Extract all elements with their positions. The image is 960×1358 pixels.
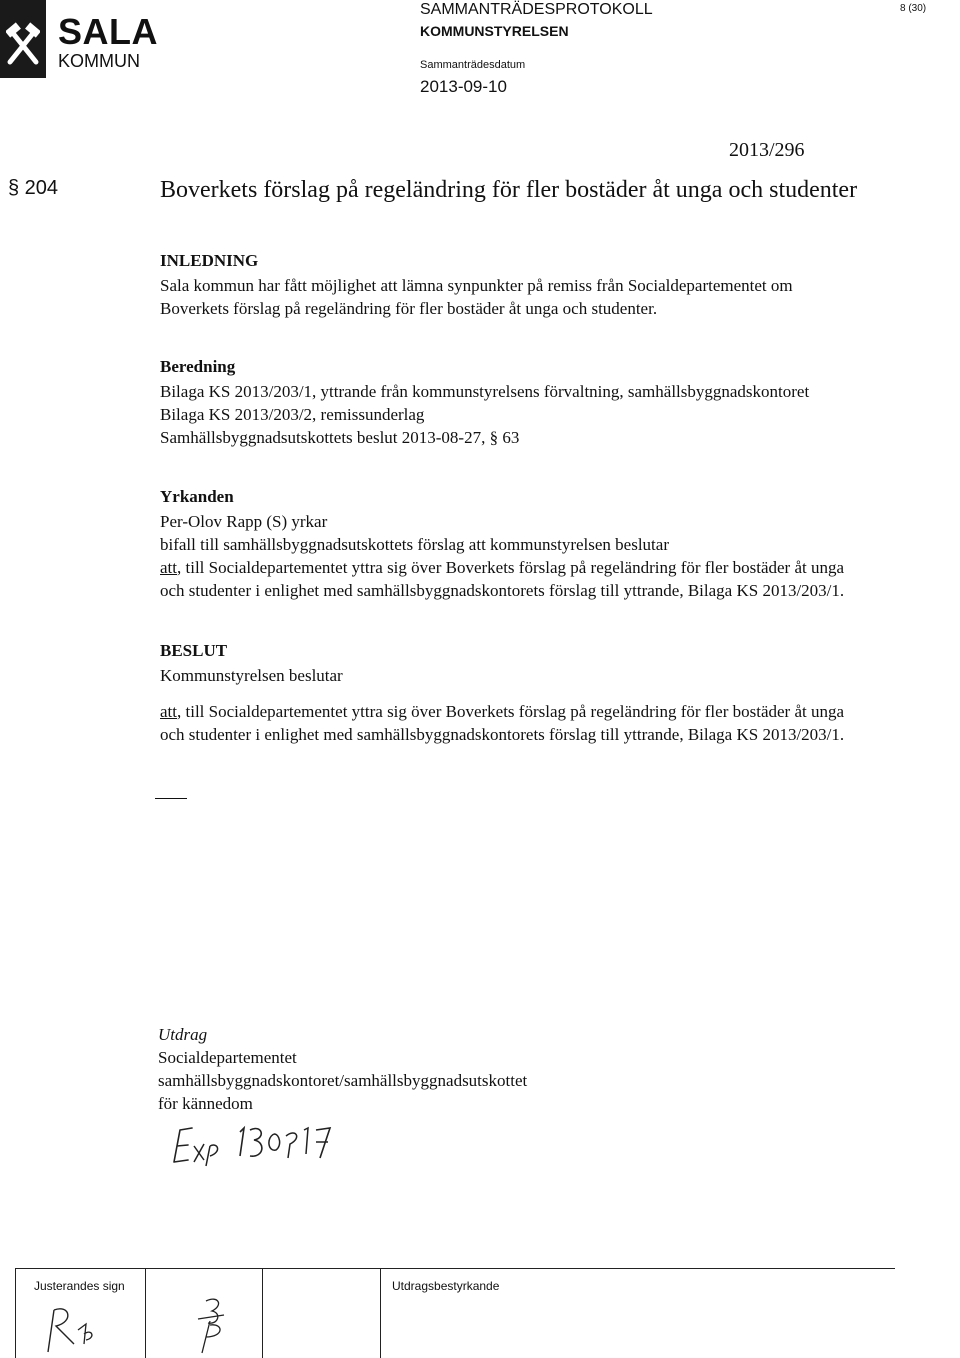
document-type: SAMMANTRÄDESPROTOKOLL [420, 1, 653, 18]
signature-label: Justerandes sign [34, 1279, 125, 1293]
handwritten-initials-2 [178, 1295, 248, 1355]
list-item: Socialdepartementet [158, 1048, 297, 1067]
municipality-logo [0, 0, 46, 78]
extract-certification-label: Utdragsbestyrkande [392, 1279, 500, 1293]
list-item: Bilaga KS 2013/203/2, remissunderlag [160, 405, 425, 424]
case-number: 2013/296 [729, 139, 805, 161]
list-item: Samhällsbyggnadsutskottets beslut 2013-08-27, § 63 [160, 428, 520, 447]
utdrag-recipients [158, 1046, 758, 1115]
yrkanden-text [160, 510, 850, 602]
beslut-decision [160, 700, 850, 746]
logo-subtitle: KOMMUN [58, 51, 140, 71]
motion-proposal [160, 556, 850, 602]
motion-text: bifall till samhällsbyggnadsutskottets förslag att kommunstyrelsen beslutar [160, 535, 669, 554]
beslut-heading: BESLUT [160, 641, 228, 660]
committee-name: KOMMUNSTYRELSEN [420, 23, 569, 39]
footer-divider [15, 1268, 16, 1358]
beslut-intro: Kommunstyrelsen beslutar [160, 666, 343, 685]
att-marker: att [160, 558, 177, 577]
meeting-date-label: Sammanträdesdatum [420, 59, 526, 71]
beredning-list [160, 380, 850, 449]
crossed-hammers-icon [6, 22, 40, 68]
decision-text: , till Socialdepartementet yttra sig över Boverkets förslag på regeländring för fler bostäder åt unga och studenter i enlighet med samhällsbyggnadskontorets förslag till yttrande, Bilaga KS 2013/203/1. [160, 702, 845, 744]
footer-divider [380, 1268, 381, 1358]
footer-divider [262, 1268, 263, 1358]
inledning-heading: INLEDNING [160, 251, 259, 270]
list-item: Bilaga KS 2013/203/1, yttrande från kommunstyrelsens förvaltning, samhällsbyggnadskontoret [160, 382, 810, 401]
footer-rule [15, 1268, 895, 1269]
footer-divider [145, 1268, 146, 1358]
page-number: 8 (30) [900, 3, 927, 14]
yrkanden-heading: Yrkanden [160, 487, 234, 506]
proposal-text: , till Socialdepartementet yttra sig över Boverkets förslag på regeländring för fler bostäder åt unga och studenter i enlighet med samhällsbyggnadskontorets förslag till yttrande, Bilaga KS 2013/203/1. [160, 558, 845, 600]
meeting-date: 2013-09-10 [420, 77, 507, 96]
list-item: för kännedom [158, 1094, 253, 1113]
case-title: Boverkets förslag på regeländring för fler bostäder åt unga och studenter [160, 177, 858, 203]
motion-proposer: Per-Olov Rapp (S) yrkar [160, 512, 328, 531]
beredning-heading: Beredning [160, 357, 236, 376]
section-number: § 204 [8, 177, 59, 199]
inledning-text: Sala kommun har fått möjlighet att lämna synpunkter på remiss från Socialdepartementet om Boverkets förslag på regeländring för fler bostäder åt unga och studenter. [160, 276, 793, 318]
logo-name: SALA [58, 11, 158, 52]
utdrag-label: Utdrag [158, 1025, 208, 1044]
handwritten-initials-1 [40, 1300, 120, 1355]
handwritten-expedition-note [170, 1118, 370, 1168]
section-end-rule [155, 798, 187, 799]
list-item: samhällsbyggnadskontoret/samhällsbyggnadsutskottet [158, 1071, 528, 1090]
att-marker: att [160, 702, 177, 721]
